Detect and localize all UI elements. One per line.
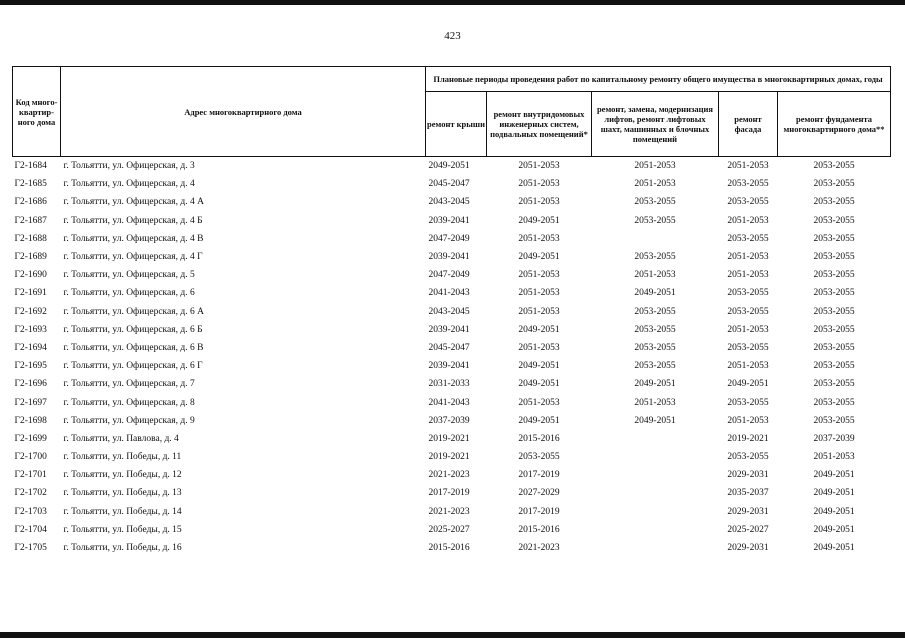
table-row: [13, 230, 891, 248]
cell-roof: 2041-2043: [428, 288, 470, 299]
bottom-border-bar: [0, 632, 905, 638]
cell-facade: 2051-2053: [727, 215, 769, 226]
cell-code: Г2-1702: [14, 488, 47, 499]
cell-facade: 2029-2031: [727, 543, 769, 554]
cell-address: г. Тольятти, ул. Победы, д. 12: [63, 470, 182, 481]
table-row: [13, 339, 891, 357]
cell-foundation: 2037-2039: [813, 433, 855, 444]
cell-facade: 2053-2055: [727, 233, 769, 244]
cell-roof: 2019-2021: [428, 433, 470, 444]
cell-systems: 2051-2053: [518, 161, 560, 172]
cell-facade: 2035-2037: [727, 488, 769, 499]
cell-roof: 2047-2049: [428, 270, 470, 281]
cell-foundation: 2053-2055: [813, 397, 855, 408]
header-foundation: ремонт фундамента многоквартирного дома**: [778, 92, 891, 157]
cell-code: Г2-1692: [14, 306, 47, 317]
cell-address: г. Тольятти, ул. Офицерская, д. 4: [63, 179, 195, 190]
table-row: [13, 484, 891, 502]
cell-roof: 2045-2047: [428, 342, 470, 353]
cell-lifts: 2053-2055: [634, 252, 676, 263]
cell-roof: 2043-2045: [428, 306, 470, 317]
cell-systems: 2049-2051: [518, 361, 560, 372]
cell-systems: 2049-2051: [518, 215, 560, 226]
cell-lifts: [592, 430, 719, 448]
cell-address: г. Тольятти, ул. Офицерская, д. 4 Г: [63, 252, 203, 263]
header-code: Код много-квартир-ного дома: [13, 67, 61, 157]
cell-foundation: 2053-2055: [813, 342, 855, 353]
cell-code: Г2-1685: [14, 179, 47, 190]
cell-lifts: 2049-2051: [634, 288, 676, 299]
cell-lifts: 2053-2055: [634, 306, 676, 317]
cell-systems: 2053-2055: [518, 452, 560, 463]
cell-address: г. Тольятти, ул. Офицерская, д. 6 Г: [63, 361, 203, 372]
cell-lifts: [592, 448, 719, 466]
cell-roof: 2031-2033: [428, 379, 470, 390]
cell-address: г. Тольятти, ул. Офицерская, д. 4 Б: [63, 215, 203, 226]
cell-lifts: 2051-2053: [634, 270, 676, 281]
cell-foundation: 2053-2055: [813, 252, 855, 263]
table-row: [13, 393, 891, 411]
cell-roof: 2049-2051: [428, 161, 470, 172]
cell-roof: 2045-2047: [428, 179, 470, 190]
table-row: [13, 157, 891, 176]
cell-lifts: 2053-2055: [634, 361, 676, 372]
cell-foundation: 2053-2055: [813, 361, 855, 372]
cell-address: г. Тольятти, ул. Офицерская, д. 6 В: [63, 342, 204, 353]
cell-facade: 2051-2053: [727, 361, 769, 372]
cell-address: г. Тольятти, ул. Офицерская, д. 9: [63, 415, 195, 426]
cell-foundation: 2053-2055: [813, 288, 855, 299]
cell-foundation: 2053-2055: [813, 324, 855, 335]
cell-systems: 2015-2016: [518, 524, 560, 535]
cell-roof: 2021-2023: [428, 470, 470, 481]
cell-lifts: 2049-2051: [634, 379, 676, 390]
cell-foundation: 2053-2055: [813, 306, 855, 317]
cell-roof: 2039-2041: [428, 252, 470, 263]
cell-facade: 2051-2053: [727, 252, 769, 263]
cell-foundation: 2053-2055: [813, 179, 855, 190]
cell-facade: 2053-2055: [727, 306, 769, 317]
table-row: [13, 266, 891, 284]
cell-facade: 2053-2055: [727, 288, 769, 299]
cell-address: г. Тольятти, ул. Офицерская, д. 3: [63, 161, 195, 172]
cell-systems: 2051-2053: [518, 397, 560, 408]
cell-roof: 2037-2039: [428, 415, 470, 426]
cell-systems: 2051-2053: [518, 197, 560, 208]
cell-code: Г2-1687: [14, 215, 47, 226]
cell-address: г. Тольятти, ул. Победы, д. 14: [63, 506, 182, 517]
cell-address: г. Тольятти, ул. Офицерская, д. 7: [63, 379, 195, 390]
table-row: [13, 430, 891, 448]
cell-code: Г2-1695: [14, 361, 47, 372]
cell-address: г. Тольятти, ул. Павлова, д. 4: [63, 433, 179, 444]
cell-systems: 2051-2053: [518, 270, 560, 281]
cell-foundation: 2053-2055: [813, 161, 855, 172]
table-row: [13, 248, 891, 266]
cell-address: г. Тольятти, ул. Офицерская, д. 4 А: [63, 197, 204, 208]
cell-lifts: [592, 230, 719, 248]
cell-code: Г2-1696: [14, 379, 47, 390]
cell-code: Г2-1688: [14, 233, 47, 244]
cell-code: Г2-1686: [14, 197, 47, 208]
table-row: [13, 466, 891, 484]
cell-systems: 2051-2053: [518, 342, 560, 353]
table-row: [13, 521, 891, 539]
table-row: [13, 212, 891, 230]
cell-roof: 2043-2045: [428, 197, 470, 208]
cell-lifts: 2053-2055: [634, 324, 676, 335]
cell-roof: 2025-2027: [428, 524, 470, 535]
cell-systems: 2021-2023: [518, 543, 560, 554]
cell-facade: 2053-2055: [727, 197, 769, 208]
cell-systems: 2051-2053: [518, 179, 560, 190]
cell-roof: 2039-2041: [428, 215, 470, 226]
cell-facade: 2053-2055: [727, 397, 769, 408]
cell-code: Г2-1700: [14, 452, 47, 463]
cell-systems: 2049-2051: [518, 415, 560, 426]
cell-lifts: [592, 484, 719, 502]
cell-foundation: 2049-2051: [813, 543, 855, 554]
cell-code: Г2-1705: [14, 543, 47, 554]
cell-lifts: [592, 503, 719, 521]
cell-foundation: 2053-2055: [813, 197, 855, 208]
cell-address: г. Тольятти, ул. Офицерская, д. 5: [63, 270, 195, 281]
header-systems: ремонт внутридомовых инженерных систем, подвальных помещений*: [487, 92, 592, 157]
cell-address: г. Тольятти, ул. Офицерская, д. 6: [63, 288, 195, 299]
cell-address: г. Тольятти, ул. Победы, д. 13: [63, 488, 182, 499]
cell-systems: 2017-2019: [518, 506, 560, 517]
table-header: [13, 67, 891, 157]
cell-lifts: 2051-2053: [634, 161, 676, 172]
header-roof: ремонт крыши: [426, 92, 487, 157]
cell-lifts: 2053-2055: [634, 215, 676, 226]
cell-roof: 2017-2019: [428, 488, 470, 499]
cell-foundation: 2049-2051: [813, 524, 855, 535]
cell-facade: 2029-2031: [727, 470, 769, 481]
cell-foundation: 2053-2055: [813, 270, 855, 281]
table-row: [13, 448, 891, 466]
table-row: [13, 321, 891, 339]
cell-code: Г2-1703: [14, 506, 47, 517]
cell-address: г. Тольятти, ул. Офицерская, д. 4 В: [63, 233, 204, 244]
cell-code: Г2-1684: [14, 161, 47, 172]
capital-repair-table: [12, 66, 891, 557]
cell-lifts: 2053-2055: [634, 197, 676, 208]
table-row: [13, 503, 891, 521]
cell-lifts: [592, 466, 719, 484]
cell-systems: 2051-2053: [518, 306, 560, 317]
cell-address: г. Тольятти, ул. Офицерская, д. 6 Б: [63, 324, 203, 335]
table-row: [13, 539, 891, 557]
cell-foundation: 2049-2051: [813, 506, 855, 517]
header-lifts: ремонт, замена, модернизация лифтов, ремонт лифтовых шахт, машинных и блочных помещений: [592, 92, 719, 157]
table-row: [13, 357, 891, 375]
table-body: [13, 157, 891, 558]
cell-roof: 2015-2016: [428, 543, 470, 554]
table-row: [13, 175, 891, 193]
cell-code: Г2-1694: [14, 342, 47, 353]
cell-code: Г2-1698: [14, 415, 47, 426]
cell-roof: 2019-2021: [428, 452, 470, 463]
cell-facade: 2053-2055: [727, 179, 769, 190]
top-border-bar: [0, 0, 905, 5]
cell-facade: 2029-2031: [727, 506, 769, 517]
page-number: 423: [444, 30, 461, 42]
cell-foundation: 2051-2053: [813, 452, 855, 463]
cell-foundation: 2053-2055: [813, 379, 855, 390]
cell-systems: 2027-2029: [518, 488, 560, 499]
cell-roof: 2021-2023: [428, 506, 470, 517]
cell-code: Г2-1689: [14, 252, 47, 263]
cell-systems: 2051-2053: [518, 233, 560, 244]
cell-foundation: 2049-2051: [813, 488, 855, 499]
cell-foundation: 2053-2055: [813, 233, 855, 244]
cell-systems: 2049-2051: [518, 252, 560, 263]
cell-lifts: [592, 539, 719, 557]
cell-address: г. Тольятти, ул. Офицерская, д. 6 А: [63, 306, 204, 317]
table-row: [13, 303, 891, 321]
cell-foundation: 2049-2051: [813, 470, 855, 481]
cell-address: г. Тольятти, ул. Победы, д. 16: [63, 543, 182, 554]
cell-roof: 2047-2049: [428, 233, 470, 244]
cell-systems: 2051-2053: [518, 288, 560, 299]
cell-address: г. Тольятти, ул. Победы, д. 15: [63, 524, 182, 535]
cell-systems: 2049-2051: [518, 324, 560, 335]
cell-lifts: 2051-2053: [634, 397, 676, 408]
cell-facade: 2053-2055: [727, 452, 769, 463]
cell-lifts: 2051-2053: [634, 179, 676, 190]
cell-facade: 2051-2053: [727, 270, 769, 281]
table-row: [13, 193, 891, 211]
cell-facade: 2019-2021: [727, 433, 769, 444]
cell-systems: 2017-2019: [518, 470, 560, 481]
table-row: [13, 375, 891, 393]
cell-roof: 2041-2043: [428, 397, 470, 408]
cell-facade: 2051-2053: [727, 415, 769, 426]
table-row: [13, 284, 891, 302]
cell-facade: 2025-2027: [727, 524, 769, 535]
cell-code: Г2-1704: [14, 524, 47, 535]
cell-lifts: [592, 521, 719, 539]
cell-facade: 2049-2051: [727, 379, 769, 390]
cell-systems: 2049-2051: [518, 379, 560, 390]
cell-code: Г2-1693: [14, 324, 47, 335]
table-row: [13, 412, 891, 430]
cell-code: Г2-1701: [14, 470, 47, 481]
cell-address: г. Тольятти, ул. Офицерская, д. 8: [63, 397, 195, 408]
cell-code: Г2-1691: [14, 288, 47, 299]
header-facade: ремонт фасада: [719, 92, 778, 157]
cell-roof: 2039-2041: [428, 361, 470, 372]
cell-facade: 2053-2055: [727, 342, 769, 353]
cell-foundation: 2053-2055: [813, 415, 855, 426]
cell-lifts: 2049-2051: [634, 415, 676, 426]
cell-roof: 2039-2041: [428, 324, 470, 335]
cell-lifts: 2053-2055: [634, 342, 676, 353]
cell-systems: 2015-2016: [518, 433, 560, 444]
cell-code: Г2-1697: [14, 397, 47, 408]
header-address: Адрес многоквартирного дома: [61, 67, 426, 157]
header-periods-group: Плановые периоды проведения работ по капитальному ремонту общего имущества в многоквартирных домах, годы: [426, 67, 891, 92]
cell-code: Г2-1690: [14, 270, 47, 281]
cell-facade: 2051-2053: [727, 161, 769, 172]
cell-code: Г2-1699: [14, 433, 47, 444]
cell-address: г. Тольятти, ул. Победы, д. 11: [63, 452, 182, 463]
cell-foundation: 2053-2055: [813, 215, 855, 226]
cell-facade: 2051-2053: [727, 324, 769, 335]
